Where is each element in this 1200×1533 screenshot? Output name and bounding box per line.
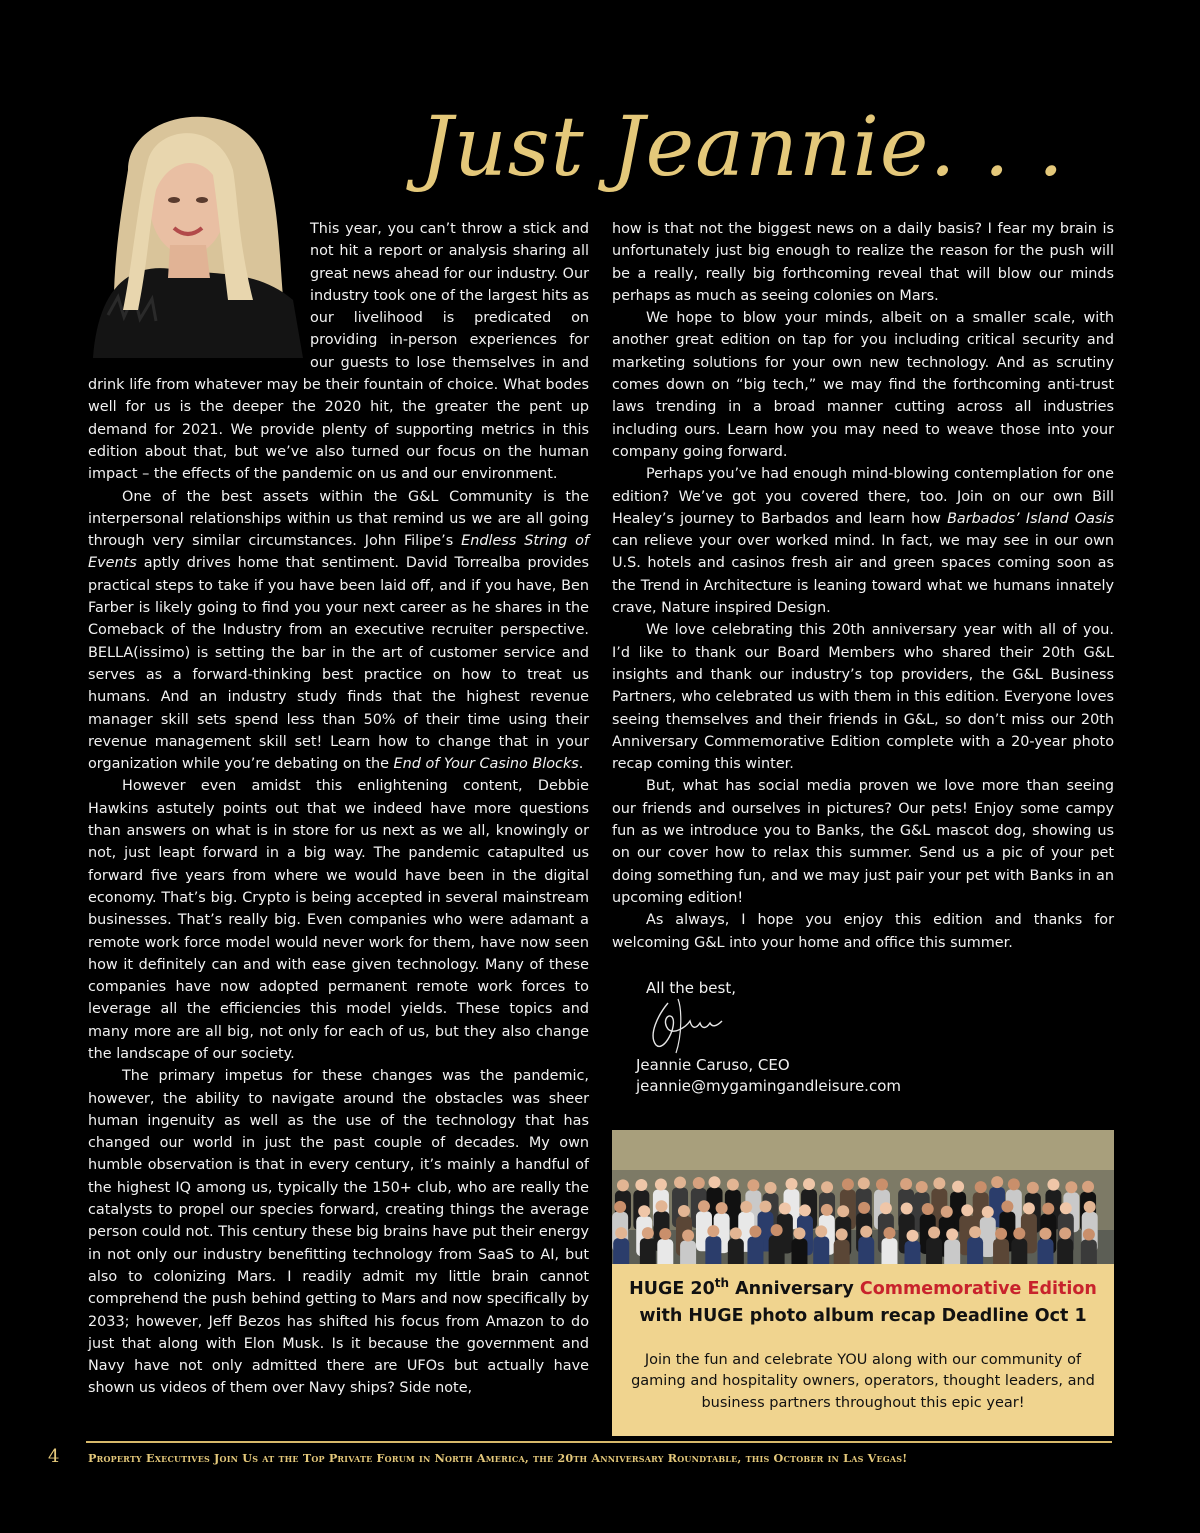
page-title: Just Jeannie. . . bbox=[420, 100, 1065, 195]
photo-person-head bbox=[771, 1224, 783, 1236]
photo-person-head bbox=[815, 1225, 827, 1237]
article-column-left bbox=[88, 218, 589, 1400]
photo-person-head bbox=[716, 1202, 728, 1214]
text-run: . bbox=[578, 756, 584, 773]
photo-person-head bbox=[901, 1203, 913, 1215]
photo-person-head bbox=[1013, 1228, 1025, 1240]
text-run: One of the best assets within the G&L Community is the interpersonal relationships within us that remind us we are all going through very similar circumstances. John Filipe’s bbox=[88, 488, 589, 550]
photo-person-body bbox=[881, 1238, 897, 1264]
photo-person-head bbox=[975, 1181, 987, 1193]
text-run: Perhaps you’ve had enough mind-blowing contemplation for one edition? We’ve got you covered there, too. Join on our own Bill Healey’s journey to Barbados and learn how bbox=[612, 466, 1114, 527]
photo-person-head bbox=[615, 1227, 627, 1239]
photo-person-body bbox=[640, 1238, 656, 1264]
article-title-ref: Endless String of Events bbox=[88, 533, 589, 572]
photo-person-head bbox=[907, 1230, 919, 1242]
photo-person-head bbox=[727, 1179, 739, 1191]
photo-person-body bbox=[813, 1236, 829, 1264]
article-title-ref: End of Your Casino Blocks bbox=[393, 756, 579, 773]
photo-person-head bbox=[635, 1179, 647, 1191]
text-run: can relieve your over worked mind. In fact, we may see in our own U.S. hotels and casinos fresh air and green spaces coming soon as the Trend in Architecture is leaning toward what we humans innately crave, Nature inspired Design. bbox=[612, 533, 1114, 617]
photo-person-head bbox=[1001, 1200, 1013, 1212]
photo-person-head bbox=[1023, 1202, 1035, 1214]
signature-block bbox=[636, 1055, 901, 1097]
photo-person-head bbox=[995, 1228, 1007, 1240]
paragraph bbox=[612, 463, 1114, 619]
photo-person-head bbox=[617, 1179, 629, 1191]
photo-person-head bbox=[821, 1204, 833, 1216]
photo-person-body bbox=[680, 1240, 696, 1264]
paragraph: The primary impetus for these changes was the pandemic, however, the ability to navigate around the obstacles was sheer human ingenuity as well as the use of the technology that has changed our world in just the past couple of decades. My own humble observation is that in every century, it’s mainly a handful of the highest IQ among us, typically the 150+ club, who are really the catalysts to propel our species forward, creating things the average person could not. This century these big brains have put their energy in not only our industry benefitting technology from SaaS to AI, but also to colonizing Mars. I readily admit my little brain cannot comprehend the push behind getting to Mars and now specifically by 2033; however, Jeff Bezos has shifted his focus from Amazon to do just that along with Elon Musk. Is it because the government and Navy have not only admitted there are UFOs but actually have shown us videos of them over Navy ships? Side note, bbox=[88, 1068, 589, 1397]
signer-email[interactable]: jeannie@mygamingandleisure.com bbox=[636, 1077, 901, 1095]
photo-person-head bbox=[642, 1227, 654, 1239]
photo-person-head bbox=[709, 1176, 721, 1188]
paragraph: This year, you can’t throw a stick and not hit a report or analysis sharing all great news ahead for our industry. Our industry took one of the largest hits as our livelihood is predicated on providing in-person experiences for our guests to lose themselves in and drink life from whatever may be their fountain of choice. What bodes well for us is the deeper the 2020 hit, the greater the pent up demand for 2021. We provide plenty of supporting metrics in this edition about that, but we’ve also turned our focus on the human impact – the effects of the pandemic on us and our environment. bbox=[88, 221, 590, 483]
photo-person-head bbox=[799, 1204, 811, 1216]
photo-person-body bbox=[728, 1238, 744, 1264]
photo-person-head bbox=[982, 1206, 994, 1218]
text-run: Anniversary bbox=[729, 1278, 860, 1299]
group-photo-image bbox=[612, 1130, 1114, 1264]
photo-person-head bbox=[730, 1227, 742, 1239]
photo-person-head bbox=[759, 1201, 771, 1213]
photo-person-head bbox=[793, 1227, 805, 1239]
paragraph: As always, I hope you enjoy this edition and thanks for welcoming G&L into your home and office this summer. bbox=[612, 912, 1114, 951]
photo-person-head bbox=[860, 1226, 872, 1238]
photo-person-body bbox=[905, 1241, 921, 1264]
photo-person-head bbox=[678, 1205, 690, 1217]
photo-person-head bbox=[638, 1205, 650, 1217]
text-run: HUGE 20 bbox=[629, 1278, 715, 1299]
page-number: 4 bbox=[48, 1446, 60, 1467]
group-photo bbox=[612, 1130, 1114, 1264]
photo-person-body bbox=[1057, 1238, 1073, 1264]
paragraph: We hope to blow your minds, albeit on a smaller scale, with another great edition on tap for you including critical security and marketing solutions for your own new technology. And as scrutiny comes down on “big tech,” we may find the forthcoming anti-trust laws trending in a broad manner cutting across all industries including ours. Learn how you may need to weave those into your company going forward. bbox=[612, 310, 1114, 460]
photo-person-head bbox=[1065, 1181, 1077, 1193]
photo-person-head bbox=[941, 1206, 953, 1218]
photo-person-head bbox=[656, 1200, 668, 1212]
photo-person-body bbox=[834, 1239, 850, 1264]
photo-person-head bbox=[883, 1227, 895, 1239]
photo-person-head bbox=[837, 1205, 849, 1217]
photo-person-head bbox=[821, 1181, 833, 1193]
photo-person-head bbox=[922, 1203, 934, 1215]
photo-person-head bbox=[749, 1226, 761, 1238]
photo-person-body bbox=[1011, 1239, 1027, 1264]
photo-person-head bbox=[779, 1202, 791, 1214]
article-column-right bbox=[612, 218, 1114, 954]
photo-person-head bbox=[693, 1177, 705, 1189]
photo-person-body bbox=[858, 1237, 874, 1264]
portrait-wrap-space bbox=[88, 218, 310, 374]
photo-person-head bbox=[858, 1177, 870, 1189]
photo-person-body bbox=[705, 1236, 721, 1264]
photo-person-head bbox=[876, 1178, 888, 1190]
photo-person-body bbox=[791, 1238, 807, 1264]
photo-person-head bbox=[961, 1204, 973, 1216]
photo-person-head bbox=[933, 1177, 945, 1189]
photo-person-head bbox=[698, 1200, 710, 1212]
photo-person-body bbox=[967, 1237, 983, 1264]
article-title-ref: Barbados’ Island Oasis bbox=[947, 510, 1114, 527]
photo-person-head bbox=[952, 1181, 964, 1193]
photo-person-head bbox=[655, 1178, 667, 1190]
photo-person-head bbox=[1039, 1228, 1051, 1240]
photo-person-head bbox=[946, 1228, 958, 1240]
photo-person-head bbox=[614, 1201, 626, 1213]
callout-body: Join the fun and celebrate YOU along with our community of gaming and hospitality owners, operators, thought leaders, and business partners throughout this epic year! bbox=[631, 1351, 1095, 1411]
photo-person-head bbox=[1082, 1181, 1094, 1193]
photo-person-head bbox=[740, 1201, 752, 1213]
closing-line: All the best, bbox=[646, 979, 736, 997]
footer-divider bbox=[86, 1441, 1112, 1443]
photo-person-body bbox=[613, 1238, 629, 1264]
photo-person-body bbox=[769, 1235, 785, 1264]
photo-person-head bbox=[765, 1182, 777, 1194]
photo-person-body bbox=[926, 1237, 942, 1264]
paragraph: However even amidst this enlightening content, Debbie Hawkins astutely points out that we indeed have more questions than answers on what is in store for us next as we all, knowingly or not, just leapt forward in a big way. The pandemic catapulted us forward five years from where we would have been in the digital economy. That’s big. Crypto is being accepted in several mainstream businesses. That’s really big. Even companies who were adamant a remote work force model would never work for them, have now seen how it definitely can and with ease given technology. Many of these companies have now adopted permanent remote work forces to leverage all the efficiencies this model yields. These topics and many more are all big, not only for each of us, but they also change the landscape of our society. bbox=[88, 778, 589, 1062]
photo-person-head bbox=[747, 1179, 759, 1191]
photo-person-body bbox=[993, 1239, 1009, 1264]
handwritten-signature bbox=[638, 995, 738, 1055]
photo-person-head bbox=[803, 1178, 815, 1190]
paragraph: But, what has social media proven we love more than seeing our friends and ourselves in pictures? Our pets! Enjoy some campy fun as we introduce you to Banks, the G&L mascot dog, showing us on our cover how to relax this summer. Send us a pic of your pet doing something fun, and we may just pair your pet with Banks in an upcoming edition! bbox=[612, 778, 1114, 906]
photo-person-body bbox=[944, 1239, 960, 1264]
text-run: aptly drives home that sentiment. David Torrealba provides practical steps to take if you have been laid off, and if you have, Ben Farber is likely going to find you your next career as he shares in the Comeback of the Industry from an executive recruiter perspective. BELLA(issimo) is setting the bar in the art of customer service and serves as a forward-thinking best practice on how to treat us humans. And an industry study finds that the highest revenue manager skill sets spend less than 50% of their time using their revenue management skill set! Learn how to change that in your organization while you’re debating on the bbox=[88, 555, 589, 773]
photo-person-head bbox=[1083, 1228, 1095, 1240]
photo-person-body bbox=[747, 1237, 763, 1264]
photo-person-head bbox=[786, 1178, 798, 1190]
highlight-text: Commemorative Edition bbox=[859, 1278, 1097, 1299]
paragraph: how is that not the biggest news on a daily basis? I fear my brain is unfortunately just big enough to realize the reason for the push will be a really, really big forthcoming reveal that will blow our minds perhaps as much as seeing colonies on Mars. bbox=[612, 221, 1114, 304]
text-run: th bbox=[714, 1276, 730, 1290]
photo-person-head bbox=[1008, 1178, 1020, 1190]
photo-person-head bbox=[1027, 1182, 1039, 1194]
photo-person-body bbox=[1037, 1239, 1053, 1264]
photo-person-head bbox=[969, 1226, 981, 1238]
photo-person-head bbox=[682, 1229, 694, 1241]
photo-person-head bbox=[842, 1178, 854, 1190]
photo-person-head bbox=[991, 1176, 1003, 1188]
photo-person-head bbox=[836, 1228, 848, 1240]
photo-person-head bbox=[880, 1202, 892, 1214]
callout-subheadline: with HUGE photo album recap Deadline Oct 1 bbox=[639, 1305, 1087, 1326]
photo-person-head bbox=[707, 1225, 719, 1237]
paragraph: We love celebrating this 20th anniversary year with all of you. I’d like to thank our Board Members who shared their 20th G&L insights and thank our industry’s top providers, the G&L Business Partners, who celebrated us with them in this edition. Everyone loves seeing themselves and their friends in G&L, so don’t miss our 20th Anniversary Commemorative Edition complete with a 20-year photo recap coming this winter. bbox=[612, 622, 1114, 773]
photo-person-head bbox=[1047, 1179, 1059, 1191]
footer-tagline: Property Executives Join Us at the Top Private Forum in North America, the 20th Anniversary Roundtable, this October in Las Vegas! bbox=[88, 1451, 908, 1465]
paragraph bbox=[88, 486, 589, 776]
photo-person-body bbox=[657, 1239, 673, 1264]
photo-person-head bbox=[674, 1176, 686, 1188]
photo-person-head bbox=[916, 1181, 928, 1193]
photo-person-head bbox=[858, 1202, 870, 1214]
anniversary-callout bbox=[612, 1264, 1114, 1436]
photo-person-head bbox=[1060, 1202, 1072, 1214]
photo-person-head bbox=[659, 1228, 671, 1240]
photo-person-head bbox=[1042, 1203, 1054, 1215]
callout-headline bbox=[612, 1270, 1114, 1303]
signer-name: Jeannie Caruso, CEO bbox=[636, 1056, 790, 1074]
photo-person-head bbox=[900, 1178, 912, 1190]
photo-person-body bbox=[1081, 1239, 1097, 1264]
photo-person-head bbox=[1059, 1227, 1071, 1239]
photo-person-head bbox=[1084, 1201, 1096, 1213]
photo-person-head bbox=[928, 1226, 940, 1238]
